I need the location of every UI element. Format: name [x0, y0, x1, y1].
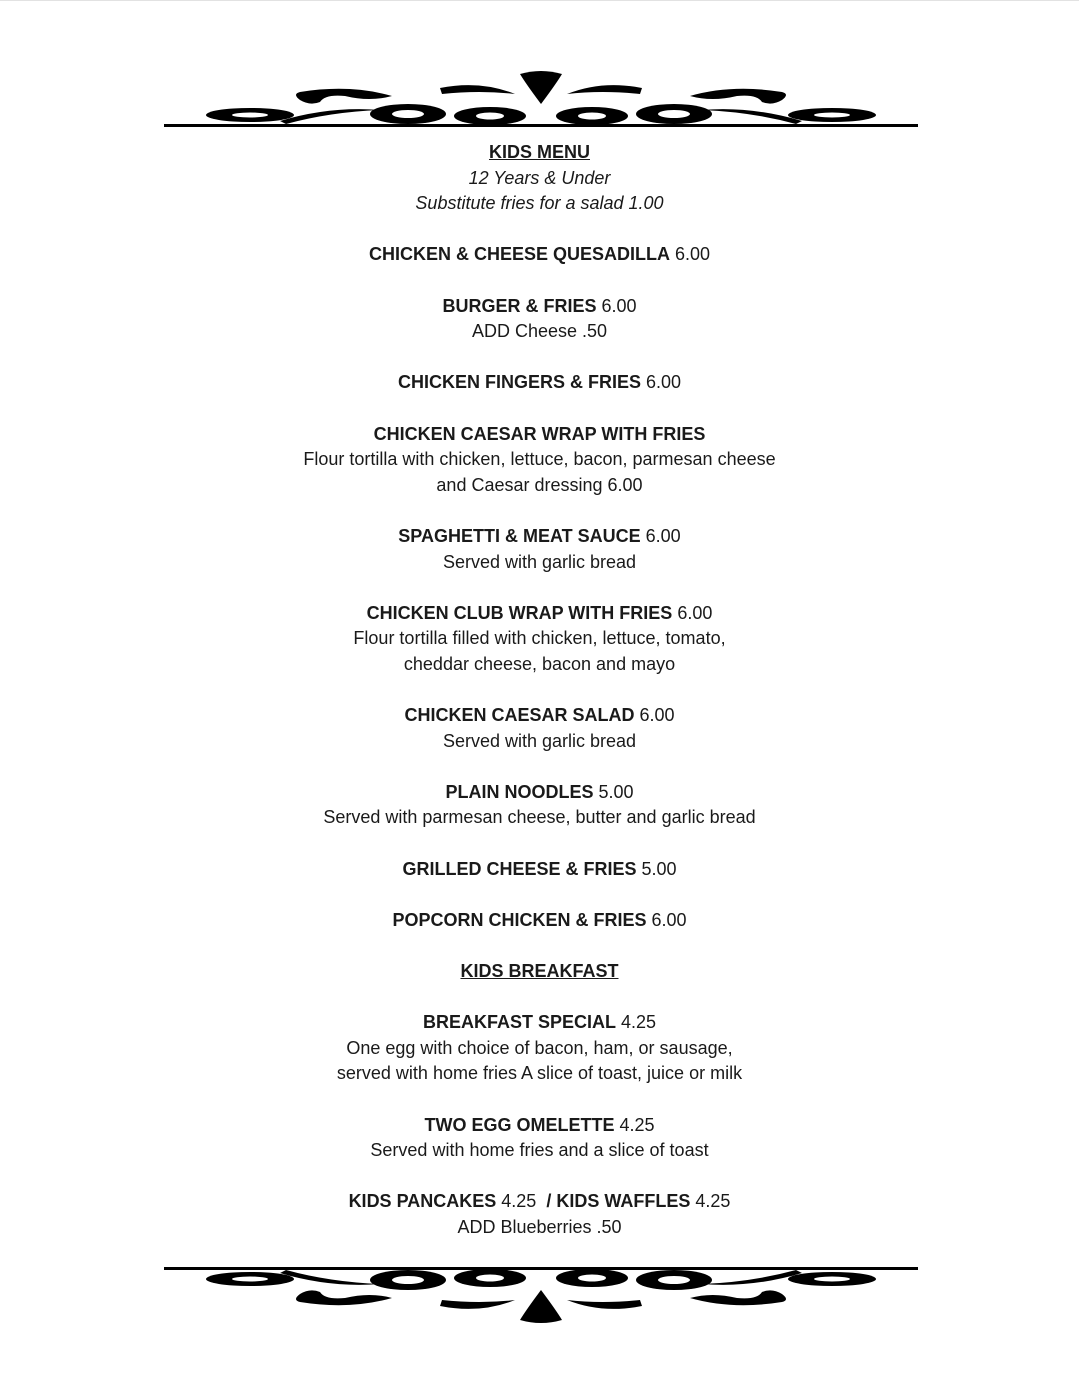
- item-description: Flour tortilla with chicken, lettuce, bacon, parmesan cheese: [303, 449, 776, 470]
- item-price: 6.00: [677, 602, 713, 623]
- item-name: CHICKEN FINGERS & FRIES: [397, 372, 641, 393]
- top-ornament-divider: [160, 66, 922, 132]
- item-price: 4.25: [695, 1191, 731, 1212]
- item-description: Served with garlic bread: [442, 730, 637, 751]
- item-price: 6.00: [646, 372, 682, 393]
- menu-heading: KIDS MENU: [488, 142, 590, 162]
- menu-item: [0, 422, 1079, 448]
- item-name: PLAIN NOODLES: [445, 781, 594, 802]
- item-name: KIDS PANCAKES: [348, 1191, 497, 1212]
- item-price: 6.00: [601, 295, 637, 316]
- menu-content: [0, 140, 1079, 1241]
- menu-item: [0, 524, 1079, 550]
- item-price: 6.00: [675, 244, 711, 265]
- breakfast-heading: KIDS BREAKFAST: [460, 961, 619, 981]
- age-note: 12 Years & Under: [468, 167, 611, 188]
- menu-item-combo: [0, 1189, 1079, 1215]
- item-name: POPCORN CHICKEN & FRIES: [392, 909, 647, 930]
- item-description: Flour tortilla filled with chicken, lettuce, tomato,: [353, 628, 726, 649]
- menu-item: [0, 294, 1079, 320]
- item-addon-note: ADD Blueberries .50: [457, 1216, 622, 1237]
- item-price: 6.00: [651, 909, 687, 930]
- item-name: CHICKEN CLUB WRAP WITH FRIES: [366, 602, 673, 623]
- item-name: BURGER & FRIES: [442, 295, 597, 316]
- menu-item: [0, 703, 1079, 729]
- item-description: Served with home fries and a slice of toast: [370, 1140, 709, 1161]
- item-description: served with home fries A slice of toast, juice or milk: [336, 1063, 743, 1084]
- combo-separator: /: [546, 1191, 552, 1212]
- item-description: Served with garlic bread: [442, 551, 637, 572]
- menu-item: [0, 857, 1079, 883]
- item-addon-note: ADD Cheese .50: [471, 321, 608, 342]
- menu-item: [0, 370, 1079, 396]
- menu-item: [0, 1113, 1079, 1139]
- item-price: 5.00: [598, 781, 634, 802]
- item-description: cheddar cheese, bacon and mayo: [403, 653, 676, 674]
- bottom-ornament-divider: [160, 1262, 922, 1328]
- menu-item: [0, 908, 1079, 934]
- item-name: KIDS WAFFLES: [556, 1191, 691, 1212]
- substitute-note: Substitute fries for a salad 1.00: [415, 193, 664, 214]
- item-name: CHICKEN CAESAR WRAP WITH FRIES: [373, 423, 706, 444]
- menu-item: [0, 242, 1079, 268]
- item-name: BREAKFAST SPECIAL: [422, 1012, 616, 1033]
- page-top-border: [0, 0, 1079, 1]
- menu-item: [0, 780, 1079, 806]
- item-price: 6.00: [645, 525, 681, 546]
- item-price: 5.00: [641, 858, 677, 879]
- flourish-scrollwork-icon: [164, 71, 918, 127]
- item-description: and Caesar dressing 6.00: [436, 474, 643, 495]
- item-name: TWO EGG OMELETTE: [424, 1114, 615, 1135]
- item-price: 4.25: [619, 1114, 655, 1135]
- item-name: GRILLED CHEESE & FRIES: [402, 858, 637, 879]
- menu-item: [0, 601, 1079, 627]
- item-price: 4.25: [501, 1191, 537, 1212]
- item-description: One egg with choice of bacon, ham, or sausage,: [346, 1037, 733, 1058]
- item-price: 4.25: [621, 1012, 657, 1033]
- item-name: CHICKEN & CHEESE QUESADILLA: [368, 244, 670, 265]
- item-description: Served with parmesan cheese, butter and garlic bread: [323, 807, 756, 828]
- flourish-scrollwork-icon: [164, 1267, 918, 1323]
- item-price: 6.00: [639, 705, 675, 726]
- menu-item: [0, 1010, 1079, 1036]
- item-name: SPAGHETTI & MEAT SAUCE: [398, 525, 641, 546]
- item-name: CHICKEN CAESAR SALAD: [404, 705, 635, 726]
